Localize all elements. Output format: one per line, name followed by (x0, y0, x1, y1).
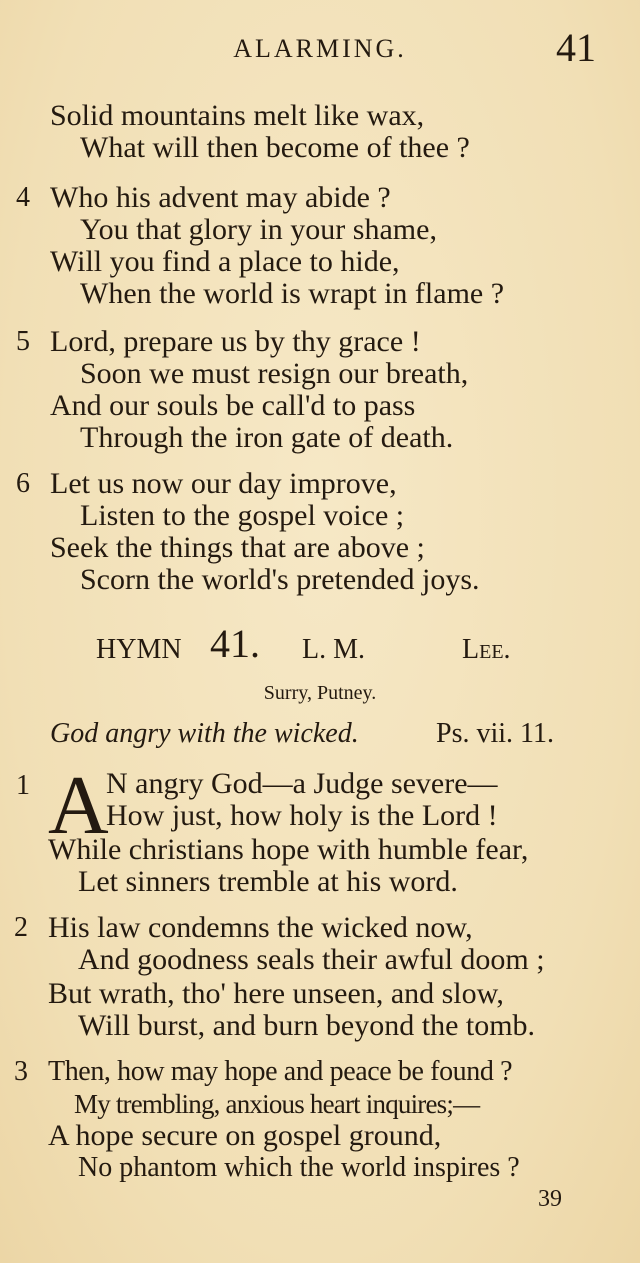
hymn-subject: God angry with the wicked. (50, 718, 359, 749)
stanza-line: Scorn the world's pretended joys. (80, 563, 480, 596)
hymn-number: 41. (210, 621, 260, 666)
stanza-line: Will burst, and burn beyond the tomb. (78, 1009, 536, 1042)
stanza-line: How just, how holy is the Lord ! (106, 799, 498, 832)
stanza-line: When the world is wrapt in flame ? (80, 277, 505, 310)
running-header: ALARMING. (233, 34, 407, 63)
stanza-line: A hope secure on gospel ground, (48, 1119, 442, 1152)
stanza-line: Let sinners tremble at his word. (78, 865, 458, 898)
stanza-line: Listen to the gospel voice ; (80, 499, 405, 532)
stanza-line: And goodness seals their awful doom ; (78, 943, 545, 976)
verse-number: 2 (14, 912, 28, 943)
hymn-label: HYMN (96, 634, 182, 665)
verse-number: 4 (16, 182, 30, 213)
stanza-line: Soon we must resign our breath, (80, 357, 469, 390)
stanza-line: Through the iron gate of death. (80, 421, 454, 454)
verse-number: 5 (16, 326, 30, 357)
signature-mark: 39 (538, 1186, 562, 1212)
drop-cap: A (48, 759, 109, 852)
stanza-line: What will then become of thee ? (80, 131, 470, 164)
stanza-line: No phantom which the world inspires ? (78, 1152, 520, 1183)
verse-number: 6 (16, 468, 30, 499)
stanza-line: Then, how may hope and peace be found ? (48, 1056, 513, 1087)
stanza-line: Let us now our day improve, (50, 467, 397, 500)
verse-number: 3 (14, 1056, 28, 1087)
verse-number: 1 (16, 770, 30, 801)
stanza-line: Will you find a place to hide, (50, 245, 400, 278)
stanza-line: And our souls be call'd to pass (50, 389, 416, 422)
stanza-line: My trembling, anxious heart inquires;— (74, 1089, 480, 1119)
stanza-line: But wrath, tho' here unseen, and slow, (48, 977, 504, 1010)
stanza-line: Solid mountains melt like wax, (50, 99, 425, 132)
page-number: 41 (556, 25, 596, 70)
stanza-line: While christians hope with humble fear, (48, 833, 529, 866)
hymn-meter: L. M. (302, 634, 365, 665)
stanza-line: Lord, prepare us by thy grace ! (50, 325, 421, 358)
stanza-line: Seek the things that are above ; (50, 531, 425, 564)
stanza-line: You that glory in your shame, (80, 213, 437, 246)
scripture-reference: Ps. vii. 11. (436, 718, 554, 749)
stanza-line: Who his advent may abide ? (50, 181, 391, 214)
stanza-line: His law condemns the wicked now, (48, 911, 473, 944)
tune-names: Surry, Putney. (263, 682, 377, 704)
hymn-author: Lee. (462, 634, 511, 665)
stanza-line: N angry God—a Judge severe— (106, 767, 498, 800)
